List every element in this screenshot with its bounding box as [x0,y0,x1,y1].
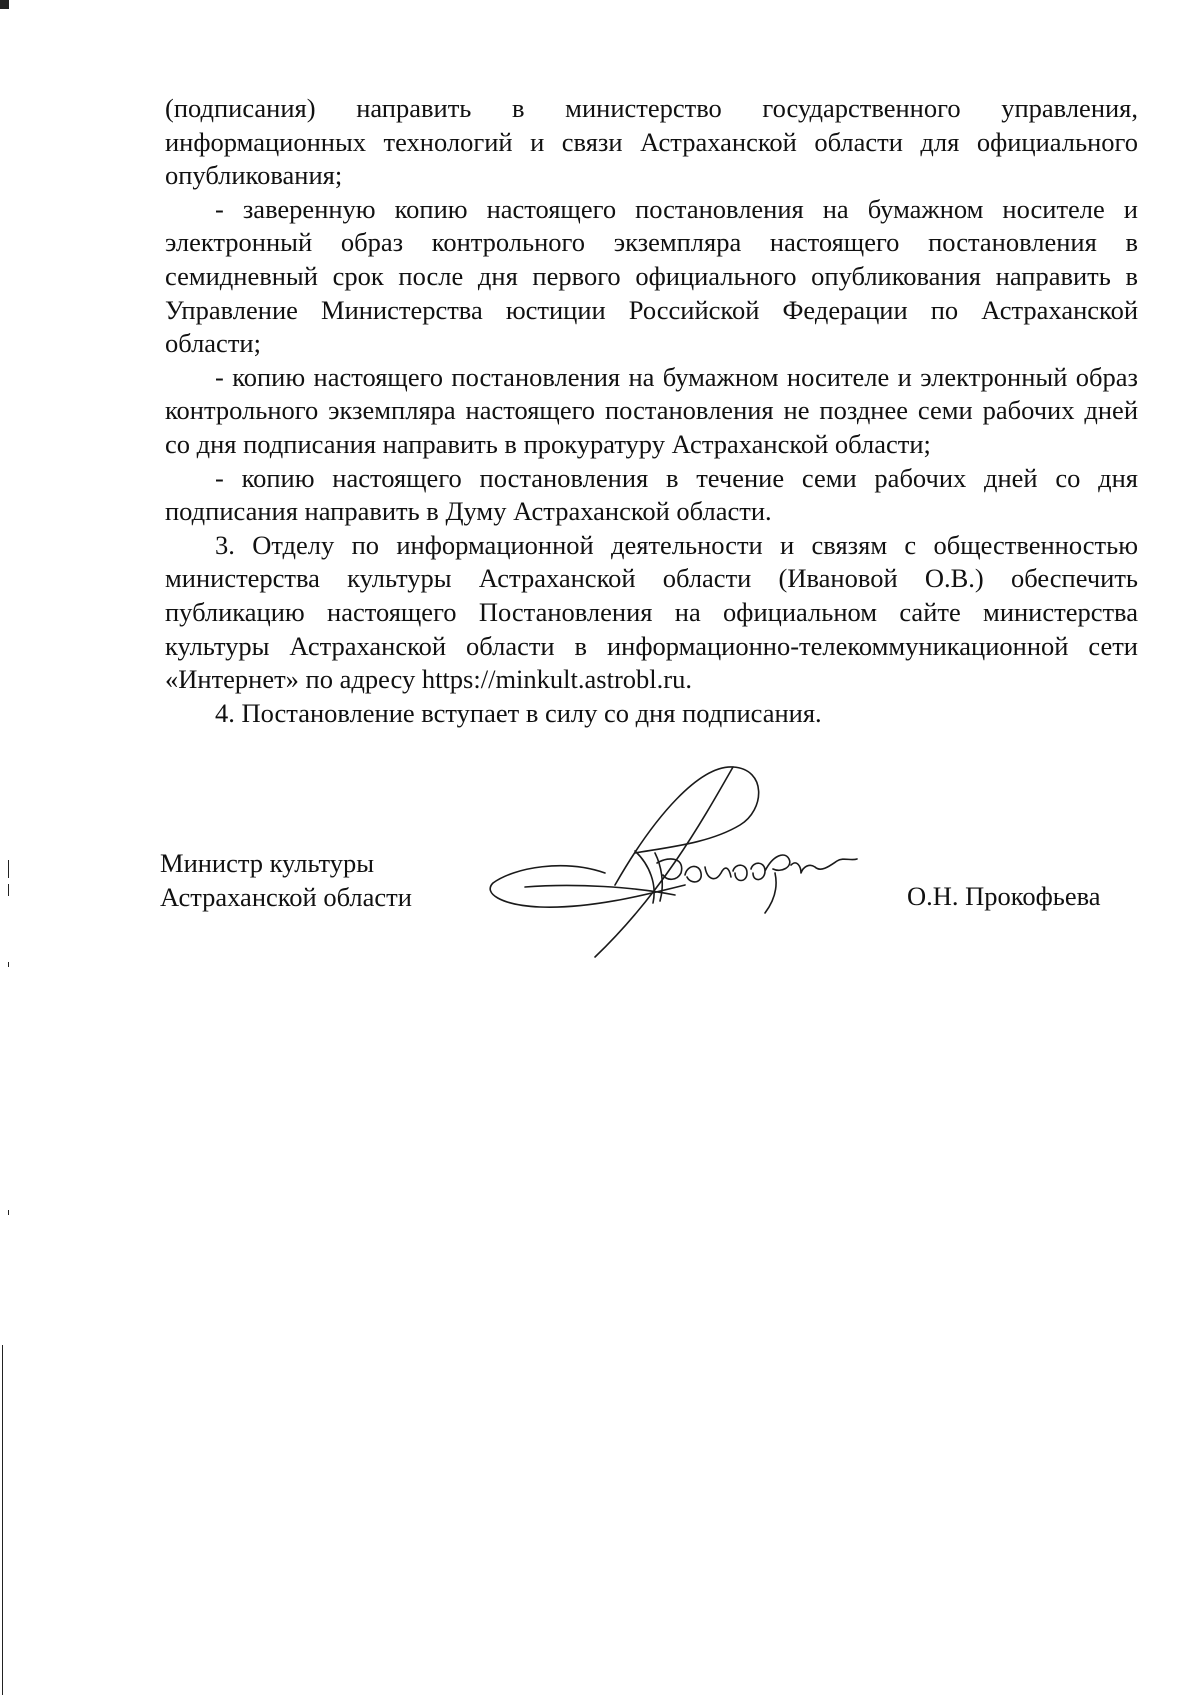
scan-corner-mark [0,0,9,9]
signer-title-line-1: Министр культуры [160,848,375,878]
paragraph-item-4: 4. Постановление вступает в силу со дня подписания. [215,697,822,728]
scan-edge-mark [8,884,9,896]
paragraph-item-3: 3. Отделу по информационной деятельности и связям с общественностью министерства культуры Астраханской области (Ивановой О.В.) обеспечить публикацию настоящего Постановления на официальном сайте министерства культуры Астраханской области в информационно-телекоммуникационной сети «Интернет» по адресу https://minkult.astrobl.ru. [165,529,1138,695]
scan-edge-mark [8,962,9,967]
paragraph-publication-order: (подписания) направить в министерство государственного управления, информационных технологий и связи Астраханской области для официального опубликования; [165,93,1138,191]
document-body [165,92,1138,730]
signer-name: О.Н. Прокофьева [907,881,1101,911]
signer-title-line-2: Астраханской области [160,881,412,912]
signer-title [160,847,412,914]
paragraph-justice-ministry: - заверенную копию настоящего постановления на бумажном носителе и электронный образ контрольного экземпляра настоящего постановления в семидневный срок после дня первого официального опубликования направить в Управление Министерства юстиции Российской Федерации по Астраханской области; [165,193,1138,359]
scan-edge-mark [8,1210,9,1215]
paragraph-duma: - копию настоящего постановления в течение семи рабочих дней со дня подписания направить в Думу Астраханской области. [165,462,1138,527]
paragraph-prosecutor: - копию настоящего постановления на бумажном носителе и электронный образ контрольного экземпляра настоящего постановления не позднее семи рабочих дней со дня подписания направить в прокуратуру Астраханской области; [165,361,1138,459]
scan-edge-mark [2,1345,3,1695]
scan-edge-mark [8,860,9,878]
handwritten-signature [485,755,885,965]
